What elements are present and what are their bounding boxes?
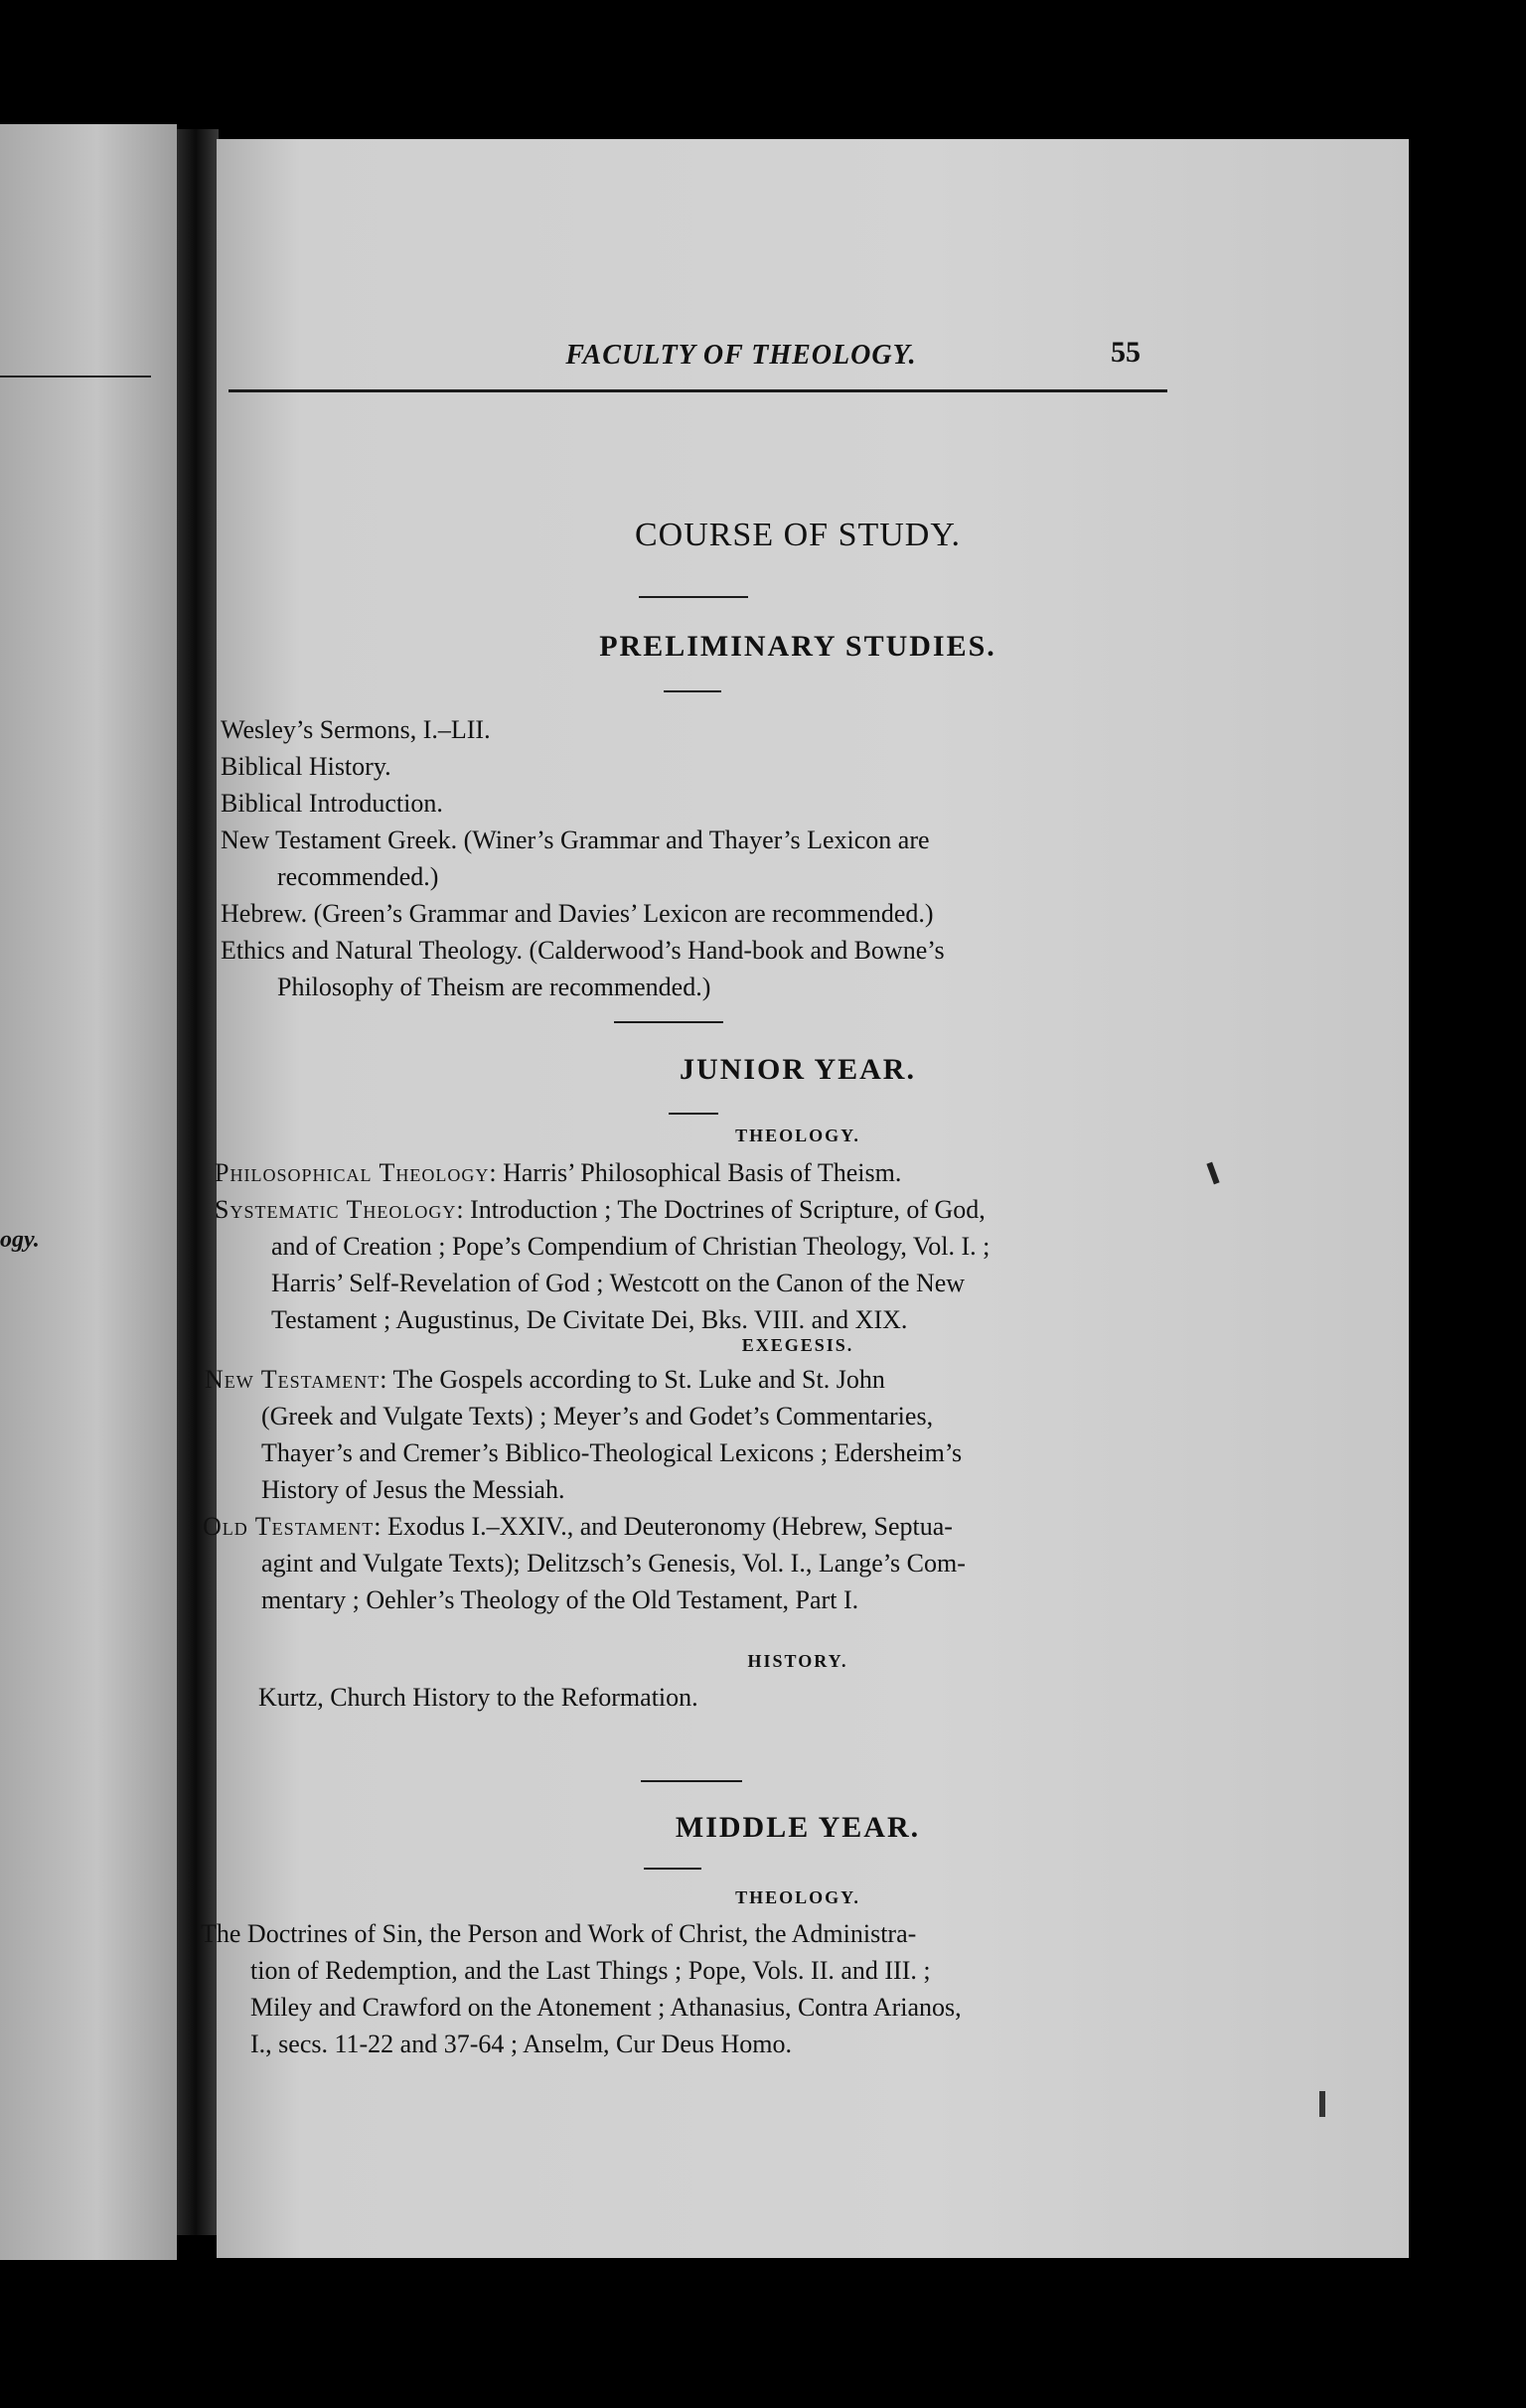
systematic-theology-entry	[215, 1191, 990, 1338]
facing-page-fragment: ogy.	[0, 1227, 40, 1253]
entry-label: Old Testament	[203, 1512, 375, 1541]
entry-text: : Exodus I.–XXIV., and Deuteronomy (Hebrew, Septua-	[374, 1512, 953, 1541]
entry-text: Harris’ Self-Revelation of God ; Westcott on the Canon of the New	[271, 1269, 966, 1297]
new-testament-entry	[205, 1361, 962, 1508]
page-number: 55	[1111, 336, 1141, 369]
old-testament-entry	[203, 1508, 966, 1618]
history-subheading: HISTORY.	[747, 1651, 848, 1671]
entry-text: : Harris’ Philosophical Basis of Theism.	[489, 1158, 902, 1187]
preliminary-list	[221, 711, 945, 1005]
junior-year-heading: JUNIOR YEAR.	[680, 1053, 916, 1086]
theology-subheading: THEOLOGY.	[735, 1126, 860, 1145]
running-header: FACULTY OF THEOLOGY.	[565, 340, 917, 371]
entry-label: New Testament	[205, 1365, 381, 1394]
entry-text: : Introduction ; The Doctrines of Scripture, of God,	[456, 1195, 986, 1224]
divider	[614, 1021, 723, 1023]
divider	[664, 690, 721, 692]
entry-text: I., secs. 11-22 and 37-64 ; Anselm, Cur Deus Homo.	[250, 2030, 792, 2058]
facing-page	[0, 124, 177, 2260]
entry-text: tion of Redemption, and the Last Things ; Pope, Vols. II. and III. ;	[250, 1956, 931, 1985]
ink-mark	[1206, 1162, 1219, 1185]
facing-page-rule	[0, 376, 151, 377]
philosophical-theology-entry	[215, 1154, 901, 1191]
list-item: New Testament Greek. (Winer’s Grammar and Thayer’s Lexicon are	[221, 826, 930, 854]
entry-text: mentary ; Oehler’s Theology of the Old Testament, Part I.	[261, 1585, 859, 1614]
entry-text: Thayer’s and Cremer’s Biblico-Theological Lexicons ; Edersheim’s	[261, 1438, 963, 1467]
list-item-continuation: Philosophy of Theism are recommended.)	[277, 973, 711, 1001]
entry-text: : The Gospels according to St. Luke and St. John	[380, 1365, 885, 1394]
divider	[669, 1113, 718, 1115]
history-entry: Kurtz, Church History to the Reformation.	[258, 1683, 698, 1712]
theology-subheading: THEOLOGY.	[735, 1887, 860, 1907]
divider	[639, 596, 748, 598]
entry-text: and of Creation ; Pope’s Compendium of Christian Theology, Vol. I. ;	[271, 1232, 991, 1261]
list-item: Hebrew. (Green’s Grammar and Davies’ Lexicon are recommended.)	[221, 899, 934, 928]
entry-text: The Doctrines of Sin, the Person and Work of Christ, the Administra-	[201, 1919, 917, 1948]
divider	[641, 1780, 742, 1782]
list-item: Biblical Introduction.	[221, 789, 443, 818]
divider	[644, 1868, 701, 1870]
entry-text: (Greek and Vulgate Texts) ; Meyer’s and Godet’s Commentaries,	[261, 1402, 934, 1430]
middle-theology-entry	[201, 1915, 962, 2062]
list-item-continuation: recommended.)	[277, 862, 439, 891]
book-page	[201, 139, 1409, 2258]
ink-mark	[1319, 2091, 1325, 2117]
header-rule	[229, 389, 1167, 392]
list-item: Ethics and Natural Theology. (Calderwood’s Hand-book and Bowne’s	[221, 936, 945, 965]
preliminary-heading: PRELIMINARY STUDIES.	[599, 630, 996, 663]
list-item: Biblical History.	[221, 752, 391, 781]
middle-year-heading: MIDDLE YEAR.	[675, 1811, 921, 1844]
entry-text: Miley and Crawford on the Atonement ; Athanasius, Contra Arianos,	[250, 1993, 962, 2022]
exegesis-subheading: EXEGESIS.	[741, 1335, 854, 1355]
list-item: Wesley’s Sermons, I.–LII.	[221, 715, 491, 744]
entry-text: Testament ; Augustinus, De Civitate Dei, Bks. VIII. and XIX.	[271, 1305, 908, 1334]
entry-label: Systematic Theology	[215, 1195, 457, 1224]
entry-text: History of Jesus the Messiah.	[261, 1475, 565, 1504]
course-title: COURSE OF STUDY.	[634, 517, 962, 553]
entry-label: Philosophical Theology	[215, 1158, 490, 1187]
entry-text: agint and Vulgate Texts); Delitzsch’s Genesis, Vol. I., Lange’s Com-	[261, 1549, 966, 1578]
